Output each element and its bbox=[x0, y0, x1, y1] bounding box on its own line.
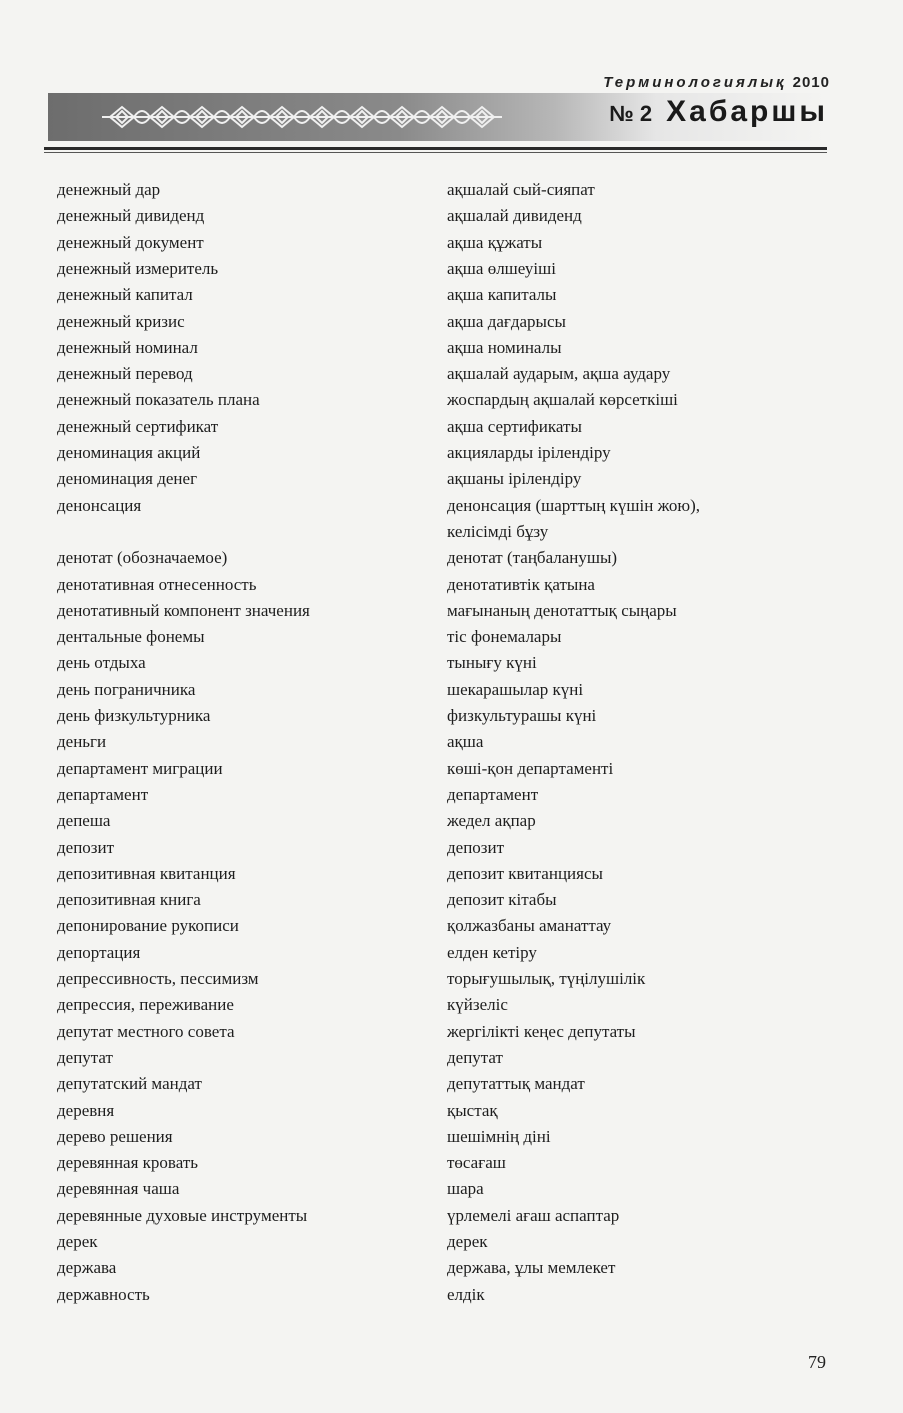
issue-number: № 2 bbox=[609, 101, 653, 126]
kazakh-term: акцияларды ірілендіру bbox=[447, 443, 611, 462]
kazakh-term: депозит квитанциясы bbox=[447, 863, 603, 883]
issue-title bbox=[609, 95, 828, 129]
header-rule-thin bbox=[44, 152, 827, 153]
header-band bbox=[48, 93, 828, 141]
kazakh-term: депутаттық мандат bbox=[447, 1074, 585, 1094]
kazakh-term: қыстақ bbox=[447, 1100, 498, 1120]
kazakh-term: депозит кітабы bbox=[447, 890, 557, 910]
russian-term: денотативный компонент значения bbox=[57, 600, 310, 620]
russian-term: день отдыха bbox=[57, 653, 146, 673]
russian-term: деревянная кровать bbox=[57, 1153, 199, 1173]
russian-term: депонирование рукописи bbox=[57, 916, 239, 936]
russian-term: денежный дар bbox=[57, 180, 161, 199]
kazakh-term: шекарашылар күні bbox=[447, 679, 584, 699]
russian-term: депеша bbox=[57, 811, 111, 831]
kazakh-term: ақшалай дивиденд bbox=[447, 206, 582, 226]
journal-header bbox=[560, 74, 830, 91]
russian-term: деревня bbox=[57, 1100, 115, 1120]
russian-term: денежный номинал bbox=[57, 337, 198, 357]
russian-term: день физкультурника bbox=[57, 706, 211, 725]
russian-term: день пограничника bbox=[57, 679, 196, 699]
kazakh-term: елдік bbox=[447, 1284, 485, 1304]
kazakh-term: мағынаның денотаттық сыңары bbox=[447, 600, 677, 620]
kazakh-term: жергілікті кеңес депутаты bbox=[447, 1021, 636, 1041]
journal-year: 2010 bbox=[792, 74, 830, 91]
kazakh-term: жедел ақпар bbox=[447, 811, 536, 831]
russian-term: денежный документ bbox=[57, 232, 204, 252]
kazakh-term: ақшалай аударым, ақша аудару bbox=[447, 364, 671, 384]
kazakh-term: төсағаш bbox=[447, 1153, 506, 1173]
journal-name: Терминологиялық bbox=[603, 74, 787, 91]
russian-term: деноминация акций bbox=[57, 443, 201, 462]
russian-term: депозит bbox=[57, 837, 115, 857]
kazakh-term: денотативтік қатына bbox=[447, 574, 595, 594]
russian-term: дерево решения bbox=[57, 1126, 173, 1146]
russian-term: денежный сертификат bbox=[57, 416, 219, 436]
russian-term: денежный капитал bbox=[57, 285, 193, 305]
kazakh-term-continuation: келісімді бұзу bbox=[447, 521, 549, 541]
kazakh-term: көші-қон департаменті bbox=[447, 758, 614, 778]
kazakh-term: ақша капиталы bbox=[447, 285, 557, 305]
russian-term: депортация bbox=[57, 942, 141, 962]
kazakh-term: торығушылық, түңілушілік bbox=[447, 969, 646, 988]
journal-title: Хабаршы bbox=[666, 95, 828, 128]
russian-term: денонсация bbox=[57, 495, 142, 515]
russian-term: деньги bbox=[57, 732, 107, 752]
kazakh-term: елден кетіру bbox=[447, 942, 537, 962]
kazakh-term: жоспардың ақшалай көрсеткіші bbox=[447, 390, 678, 410]
kazakh-term: денотат (таңбаланушы) bbox=[447, 548, 618, 568]
russian-term: депутатский мандат bbox=[57, 1074, 202, 1094]
kazakh-term: дерек bbox=[447, 1232, 488, 1251]
russian-term: державность bbox=[57, 1284, 150, 1304]
kazakh-term: физкультурашы күні bbox=[447, 706, 597, 725]
russian-term: дентальные фонемы bbox=[57, 627, 205, 647]
kazakh-term: ақшалай сый-сияпат bbox=[447, 180, 595, 199]
russian-term: держава bbox=[57, 1258, 117, 1278]
russian-term: денотат (обозначаемое) bbox=[57, 548, 228, 568]
russian-term: денежный измеритель bbox=[57, 258, 219, 278]
kazakh-term: ақша bbox=[447, 732, 484, 752]
kazakh-term: ақша сертификаты bbox=[447, 416, 582, 436]
russian-term: департамент миграции bbox=[57, 758, 223, 778]
kazakh-term: күйзеліс bbox=[447, 995, 508, 1015]
russian-term: деревянная чаша bbox=[57, 1179, 180, 1199]
kazakh-term: ақша құжаты bbox=[447, 232, 543, 252]
kazakh-term: тынығу күні bbox=[447, 653, 537, 673]
russian-term: департамент bbox=[57, 784, 149, 804]
kazakh-term: ақшаны ірілендіру bbox=[447, 469, 582, 489]
russian-term: деревянные духовые инструменты bbox=[57, 1205, 308, 1225]
kazakh-term: шара bbox=[447, 1179, 484, 1199]
russian-term: денежный кризис bbox=[57, 311, 185, 331]
header-rule bbox=[44, 147, 827, 150]
russian-term: деноминация денег bbox=[57, 469, 198, 489]
kazakh-term: депозит bbox=[447, 837, 505, 857]
kazakh-term: үрлемелі ағаш аспаптар bbox=[447, 1205, 620, 1225]
page-number: 79 bbox=[808, 1352, 826, 1372]
kazakh-term: депутат bbox=[447, 1047, 503, 1067]
kazakh-term: денонсация (шарттың күшін жою), bbox=[447, 495, 701, 515]
russian-term: денежный перевод bbox=[57, 364, 193, 384]
kazakh-term: держава, ұлы мемлекет bbox=[447, 1258, 616, 1278]
russian-term: депрессивность, пессимизм bbox=[57, 969, 259, 988]
russian-term: депрессия, переживание bbox=[57, 995, 234, 1015]
kazakh-term: қолжазбаны аманаттау bbox=[447, 916, 612, 936]
russian-term: депозитивная квитанция bbox=[57, 863, 236, 883]
kazakh-term: департамент bbox=[447, 784, 539, 804]
ornament-icon bbox=[102, 101, 502, 133]
russian-term: дерек bbox=[57, 1232, 98, 1251]
russian-term: денежный дивиденд bbox=[57, 206, 205, 226]
russian-term: депозитивная книга bbox=[57, 890, 201, 910]
russian-term: депутат местного совета bbox=[57, 1021, 235, 1041]
kazakh-term: ақша өлшеуіші bbox=[447, 258, 556, 278]
kazakh-term: шешімнің діні bbox=[447, 1126, 551, 1146]
russian-term: денежный показатель плана bbox=[57, 390, 260, 410]
kazakh-term: ақша дағдарысы bbox=[447, 311, 566, 331]
russian-term: денотативная отнесенность bbox=[57, 574, 257, 594]
russian-term: депутат bbox=[57, 1047, 113, 1067]
kazakh-term: тіс фонемалары bbox=[447, 627, 562, 647]
kazakh-term: ақша номиналы bbox=[447, 337, 562, 357]
